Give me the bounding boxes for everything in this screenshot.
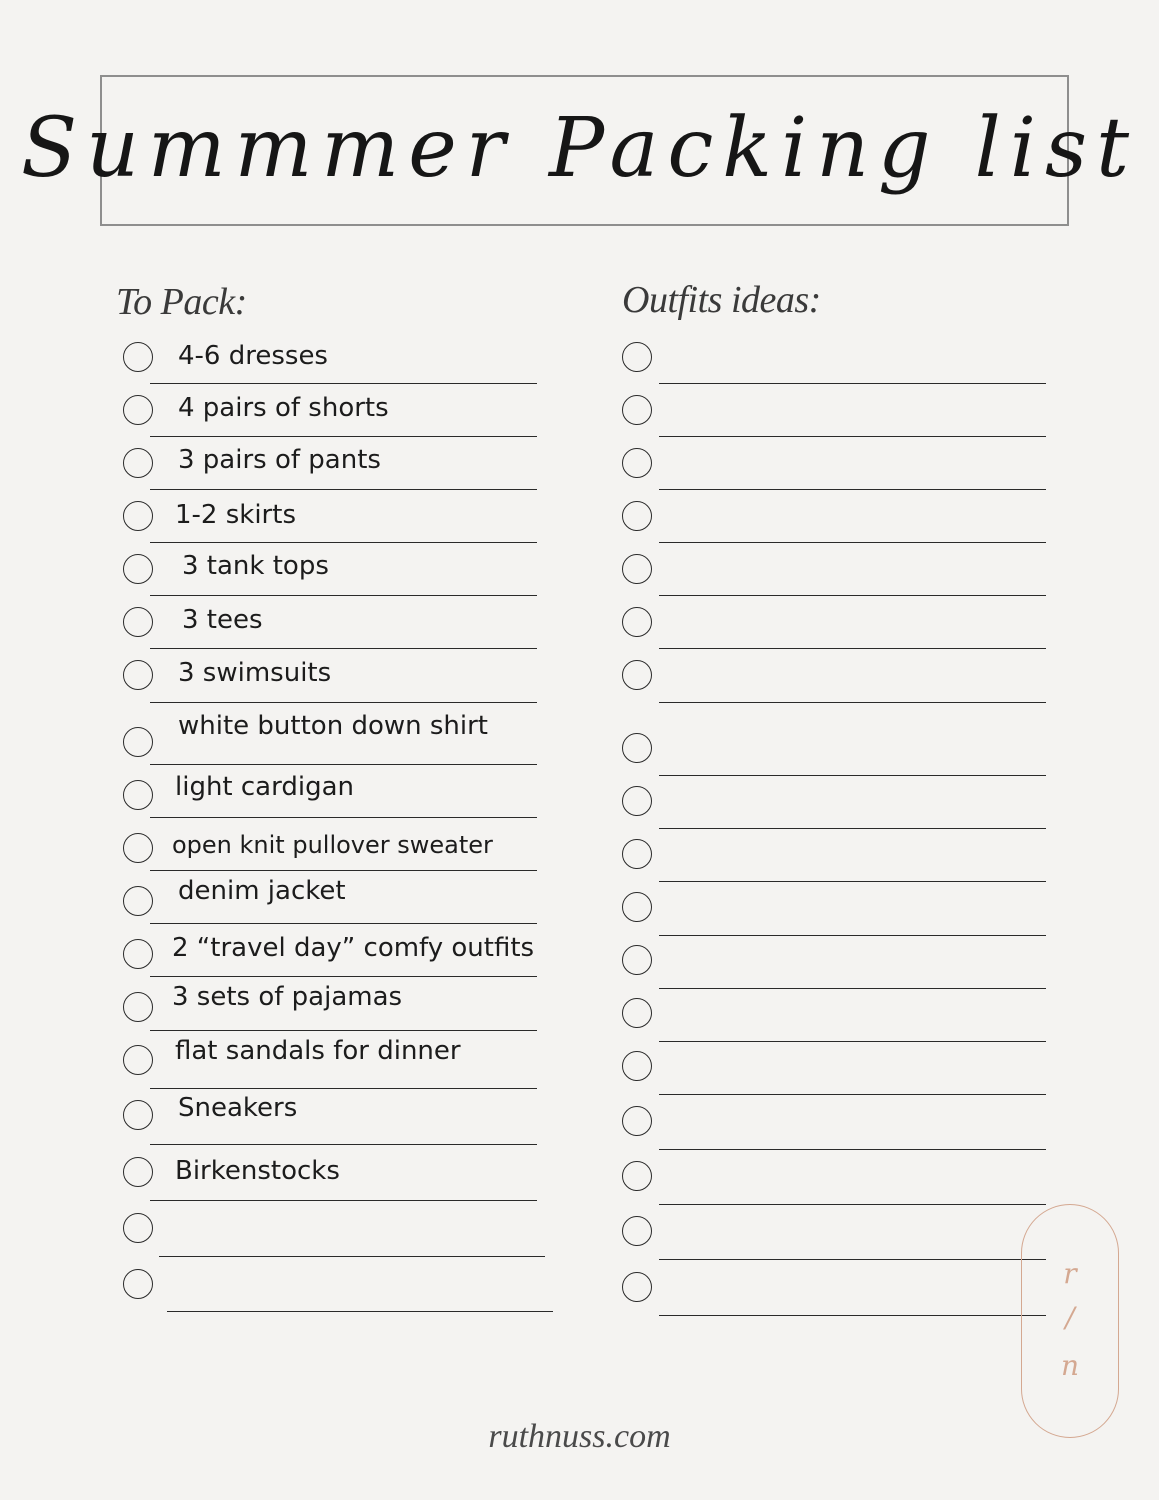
checkbox-circle[interactable]: [123, 886, 153, 916]
packing-item-label: white button down shirt: [178, 711, 488, 741]
outfit-line[interactable]: [659, 935, 1046, 936]
outfit-line[interactable]: [659, 1204, 1046, 1205]
checkbox-circle[interactable]: [622, 395, 652, 425]
outfit-line[interactable]: [659, 1041, 1046, 1042]
checkbox-circle[interactable]: [123, 607, 153, 637]
outfit-line[interactable]: [659, 1149, 1046, 1150]
item-line: [150, 870, 537, 871]
checkbox-circle[interactable]: [123, 1045, 153, 1075]
checkbox-circle[interactable]: [622, 786, 652, 816]
checkbox-circle[interactable]: [622, 1051, 652, 1081]
packing-item-label: 3 sets of pajamas: [172, 982, 403, 1012]
checkbox-circle[interactable]: [622, 1161, 652, 1191]
checkbox-circle[interactable]: [123, 660, 153, 690]
checkbox-circle[interactable]: [622, 448, 652, 478]
item-line: [150, 976, 537, 977]
footer-website: ruthnuss.com: [488, 1418, 671, 1455]
outfit-line[interactable]: [659, 1259, 1046, 1260]
checkbox-circle[interactable]: [123, 395, 153, 425]
checkbox-circle[interactable]: [622, 839, 652, 869]
item-line: [150, 542, 537, 543]
outfit-line[interactable]: [659, 1315, 1046, 1316]
packing-item-label: flat sandals for dinner: [175, 1036, 461, 1066]
packing-item-label: 3 tank tops: [182, 551, 329, 581]
outfit-line[interactable]: [659, 542, 1046, 543]
packing-item-label: 2 “travel day” comfy outfits: [172, 933, 535, 963]
logo-letter-r: r: [1063, 1257, 1077, 1290]
item-line: [150, 817, 537, 818]
checkbox-circle[interactable]: [622, 554, 652, 584]
checkbox-circle[interactable]: [123, 1213, 153, 1243]
checkbox-circle[interactable]: [622, 342, 652, 372]
logo-letter-n: n: [1060, 1349, 1080, 1382]
checkbox-circle[interactable]: [123, 833, 153, 863]
checkbox-circle[interactable]: [622, 1272, 652, 1302]
outfit-line[interactable]: [659, 648, 1046, 649]
packing-item-label: 4 pairs of shorts: [178, 393, 389, 423]
checkbox-circle[interactable]: [123, 448, 153, 478]
checkbox-circle[interactable]: [622, 998, 652, 1028]
logo-slash: /: [1065, 1301, 1075, 1334]
checkbox-circle[interactable]: [123, 1100, 153, 1130]
to-pack-heading: To Pack:: [116, 281, 247, 323]
outfit-ideas-heading: Outfits ideas:: [622, 279, 821, 321]
item-line: [150, 923, 537, 924]
checkbox-circle[interactable]: [123, 727, 153, 757]
outfit-line[interactable]: [659, 595, 1046, 596]
packing-item-label: 3 swimsuits: [178, 658, 332, 688]
checkbox-circle[interactable]: [123, 1157, 153, 1187]
checkbox-circle[interactable]: [123, 554, 153, 584]
outfit-line[interactable]: [659, 881, 1046, 882]
packing-item-label: 1-2 skirts: [175, 500, 296, 530]
checkbox-circle[interactable]: [123, 342, 153, 372]
packing-item-label: 4-6 dresses: [178, 341, 328, 371]
brand-logo: [1021, 1204, 1119, 1438]
outfit-line[interactable]: [659, 988, 1046, 989]
item-line: [150, 1088, 537, 1089]
packing-item-label: denim jacket: [178, 876, 346, 906]
checkbox-circle[interactable]: [123, 780, 153, 810]
checkbox-circle[interactable]: [622, 501, 652, 531]
checkbox-circle[interactable]: [123, 939, 153, 969]
item-line: [150, 489, 537, 490]
outfit-line[interactable]: [659, 436, 1046, 437]
checkbox-circle[interactable]: [622, 945, 652, 975]
outfit-line[interactable]: [659, 775, 1046, 776]
packing-item-label: 3 pairs of pants: [178, 445, 381, 475]
item-line: [150, 702, 537, 703]
checkbox-circle[interactable]: [622, 660, 652, 690]
packing-item-label: 3 tees: [182, 605, 263, 635]
packing-item-label: Sneakers: [178, 1093, 298, 1123]
item-line: [150, 1200, 537, 1201]
checkbox-circle[interactable]: [123, 992, 153, 1022]
item-line: [150, 1030, 537, 1031]
checkbox-circle[interactable]: [622, 607, 652, 637]
item-line: [150, 436, 537, 437]
checkbox-circle[interactable]: [622, 1216, 652, 1246]
outfit-line[interactable]: [659, 702, 1046, 703]
outfit-line[interactable]: [659, 383, 1046, 384]
packing-item-label: Birkenstocks: [175, 1156, 340, 1186]
checkbox-circle[interactable]: [622, 892, 652, 922]
item-line: [150, 764, 537, 765]
item-line: [150, 648, 537, 649]
item-line: [150, 1144, 537, 1145]
item-line: [150, 383, 537, 384]
item-line: [167, 1311, 553, 1312]
outfit-line[interactable]: [659, 1094, 1046, 1095]
page-title: Summmer Packing list: [20, 101, 1139, 196]
checkbox-circle[interactable]: [622, 1106, 652, 1136]
outfit-line[interactable]: [659, 489, 1046, 490]
item-line: [150, 595, 537, 596]
outfit-line[interactable]: [659, 828, 1046, 829]
packing-item-label: open knit pullover sweater: [172, 831, 493, 859]
checkbox-circle[interactable]: [622, 733, 652, 763]
packing-item-label: light cardigan: [175, 772, 354, 802]
item-line: [159, 1256, 545, 1257]
checkbox-circle[interactable]: [123, 1269, 153, 1299]
checkbox-circle[interactable]: [123, 501, 153, 531]
